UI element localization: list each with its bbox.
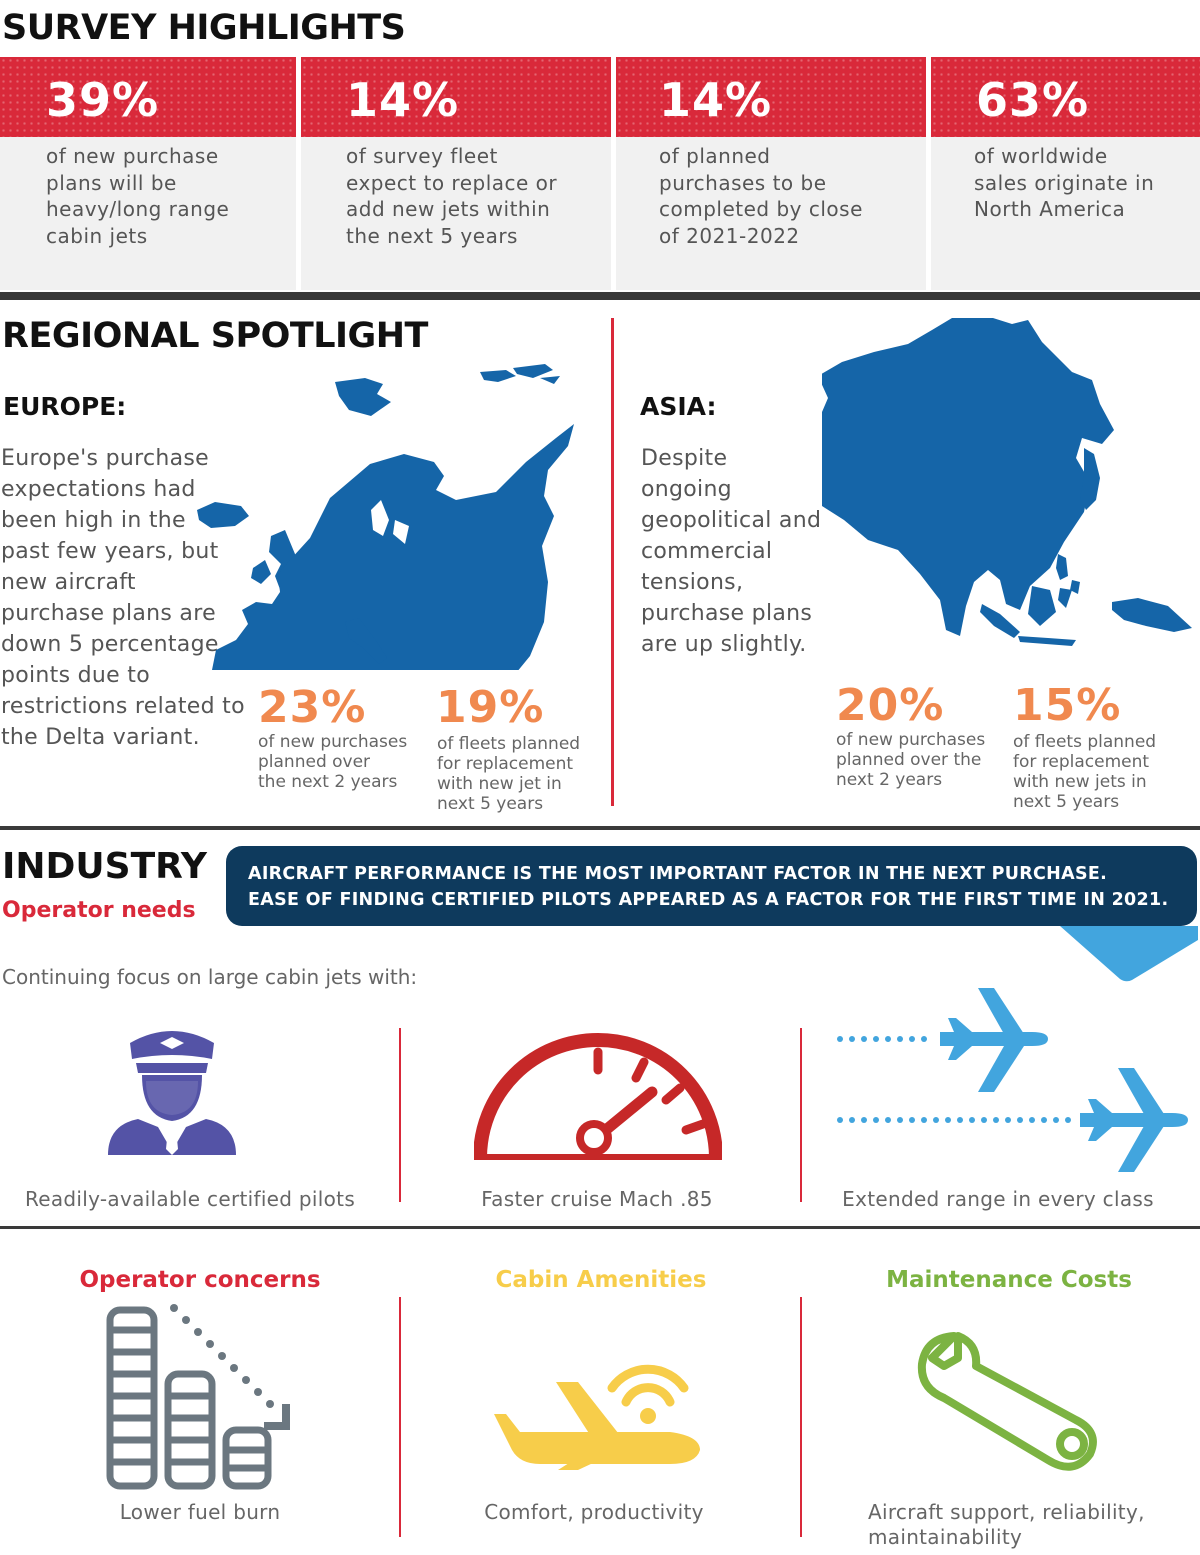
asia-stat-text: of new purchases planned over the next 2 years xyxy=(836,730,986,790)
asia-stat-text: of fleets planned for replacement with new jets in next 5 years xyxy=(1013,732,1157,812)
highlight-text: of survey fleet expect to replace or add new jets within the next 5 years xyxy=(346,144,558,248)
maintenance-costs-heading: Maintenance Costs xyxy=(886,1267,1132,1293)
wifi-plane-icon xyxy=(494,1358,708,1470)
industry-title: INDUSTRY xyxy=(2,846,207,887)
wrench-icon xyxy=(914,1328,1100,1474)
highlight-card xyxy=(301,57,611,290)
banner-line: EASE OF FINDING CERTIFIED PILOTS APPEARED AS A FACTOR FOR THE FIRST TIME IN 2021. xyxy=(248,890,1169,910)
europe-stat-text: of fleets planned for replacement with new jet in next 5 years xyxy=(437,734,581,814)
concern-caption: Lower fuel burn xyxy=(119,1500,281,1524)
europe-stat-percent: 23% xyxy=(258,682,367,733)
highlight-percent: 14% xyxy=(659,73,773,127)
fuel-barrels-icon xyxy=(104,1300,300,1490)
asia-description: Despite ongoing geopolitical and commercial tensions, purchase plans are up slightly. xyxy=(641,446,822,657)
key-finding-banner xyxy=(226,846,1197,926)
operator-needs-heading: Operator needs xyxy=(2,898,196,923)
europe-heading: EUROPE: xyxy=(3,392,127,421)
need-caption: Extended range in every class xyxy=(842,1187,1154,1211)
concern-caption: Aircraft support, reliability, maintainability xyxy=(868,1500,1145,1549)
region-divider xyxy=(611,318,614,806)
highlight-percent: 63% xyxy=(976,73,1090,127)
highlight-percent: 39% xyxy=(46,73,160,127)
highlight-text: of new purchase plans will be heavy/long range cabin jets xyxy=(46,144,230,248)
europe-stat-text: of new purchases planned over the next 2 years xyxy=(258,732,408,792)
needs-lead-text: Continuing focus on large cabin jets with: xyxy=(2,965,418,989)
speedometer-icon xyxy=(474,1030,722,1160)
asia-heading: ASIA: xyxy=(640,392,717,421)
airplanes-icon xyxy=(830,988,1200,1172)
column-divider xyxy=(399,1028,401,1202)
operator-concerns-heading: Operator concerns xyxy=(79,1267,321,1293)
cabin-amenities-heading: Cabin Amenities xyxy=(495,1267,707,1293)
section-divider xyxy=(0,1226,1200,1229)
asia-stat-percent: 20% xyxy=(836,680,945,731)
section-divider xyxy=(0,826,1200,830)
concern-caption: Comfort, productivity xyxy=(484,1500,704,1524)
europe-stat-percent: 19% xyxy=(436,682,545,733)
asia-stat-percent: 15% xyxy=(1013,680,1122,731)
highlight-text: of worldwide sales originate in North America xyxy=(974,144,1155,221)
highlight-card xyxy=(616,57,926,290)
need-caption: Readily-available certified pilots xyxy=(24,1187,356,1211)
highlight-card xyxy=(931,57,1200,290)
banner-line: AIRCRAFT PERFORMANCE IS THE MOST IMPORTANT FACTOR IN THE NEXT PURCHASE. xyxy=(248,864,1108,884)
highlight-card xyxy=(0,57,296,290)
europe-description: Europe's purchase expectations had been high in the past few years, but new aircraft purchase plans are down 5 percentage points due to restrictions related to the Delta variant. xyxy=(1,446,245,750)
regional-title: REGIONAL SPOTLIGHT xyxy=(2,316,428,356)
europe-map-icon xyxy=(195,360,590,670)
need-caption: Faster cruise Mach .85 xyxy=(481,1187,713,1211)
column-divider xyxy=(800,1028,802,1202)
highlight-percent: 14% xyxy=(346,73,460,127)
pilot-icon xyxy=(102,1025,242,1155)
survey-title: SURVEY HIGHLIGHTS xyxy=(2,8,406,48)
column-divider xyxy=(800,1297,802,1537)
asia-map-icon xyxy=(822,318,1198,658)
banner-pointer-icon xyxy=(1060,920,1198,982)
section-divider xyxy=(0,292,1200,300)
highlight-text: of planned purchases to be completed by close of 2021-2022 xyxy=(659,144,863,248)
